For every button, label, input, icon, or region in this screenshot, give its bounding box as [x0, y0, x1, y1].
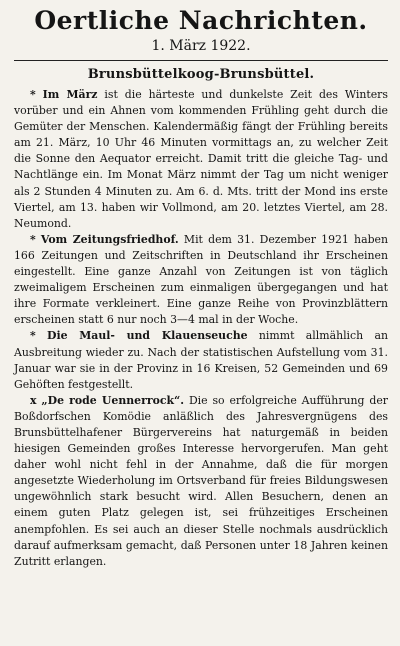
- section-title: Brunsbüttelkoog-Brunsbüttel.: [87, 67, 315, 82]
- paragraph-marker: *: [30, 329, 36, 343]
- paragraph-lead: Vom Zeitungsfriedhof.: [40, 232, 179, 246]
- article-paragraph: [14, 328, 388, 392]
- article-paragraph: [14, 87, 388, 232]
- paragraph-lead: Die Maul- und Klauenseuche: [47, 329, 248, 343]
- paragraph-marker: x: [30, 393, 37, 407]
- masthead-title: Oertliche Nachrichten.: [34, 6, 368, 35]
- paragraph-text: ist die härteste und dunkelste Zeit des Winters vorüber und ein Ahnen vom kommenden Frühling geht durch die Gemüter der Menschen. Kalendermäßig fängt der Frühling bereits am 21. März, 10 Uhr 46 Minuten vormittags an, zu welcher Zeit die Sonne den Aequator erreicht. Damit tritt die gleiche Tag- und Nachtlänge ein. Im Monat März nimmt der Tag um nicht weniger als 2 Stunden 4 Minuten zu. Am 6. d. Mts. tritt der Mond ins erste Viertel, am 13. haben wir Vollmond, am 20. letztes Viertel, am 28. Neumond.: [14, 88, 388, 230]
- paragraph-marker: *: [30, 88, 36, 101]
- divider-rule: [14, 60, 388, 61]
- paragraph-lead: „De rode Uennerrock“.: [41, 393, 185, 407]
- article-paragraph: [14, 393, 388, 570]
- issue-date: 1. März 1922.: [151, 38, 251, 54]
- article-paragraph: [14, 232, 388, 329]
- paragraph-lead: Im März: [42, 88, 98, 101]
- paragraph-text: nimmt allmählich an Ausbreitung wieder zu. Nach der statistischen Aufstellung vom 31. Januar war sie in der Provinz in 16 Kreisen, 52 Gemeinden und 69 Gehöften festgestellt.: [14, 329, 388, 391]
- paragraph-marker: *: [30, 232, 36, 246]
- paragraph-text: Mit dem 31. Dezember 1921 haben 166 Zeitungen und Zeitschriften in Deutschland ihr Erscheinen eingestellt. Eine ganze Anzahl von Zeitungen ist von täglich zweimaligem Erscheinen zum einmaligen übergegangen und hat ihre Formate verkleinert. Eine ganze Reihe von Provinzblättern erscheinen statt 6 nur noch 3—4 mal in der Woche.: [14, 232, 388, 327]
- paragraph-text: Die so erfolgreiche Aufführung der Boßdorfschen Komödie anläßlich des Jahresvergnügens des Brunsbüttelhafener Bürgervereins hat naturgemäß in beiden hiesigen Gemeinden großes Interesse hervorgerufen. Man geht daher wohl nicht fehl in der Annahme, daß die für morgen angesetzte Wiederholung im Ortsverband für freies Bildungswesen ungewöhnlich stark besucht wird. Allen Besuchern, denen an einem guten Platz gelegen ist, sei frühzeitiges Erscheinen anempfohlen. Es sei auch an dieser Stelle nochmals ausdrücklich darauf aufmerksam gemacht, daß Personen unter 18 Jahren keinen Zutritt erlangen.: [14, 393, 389, 568]
